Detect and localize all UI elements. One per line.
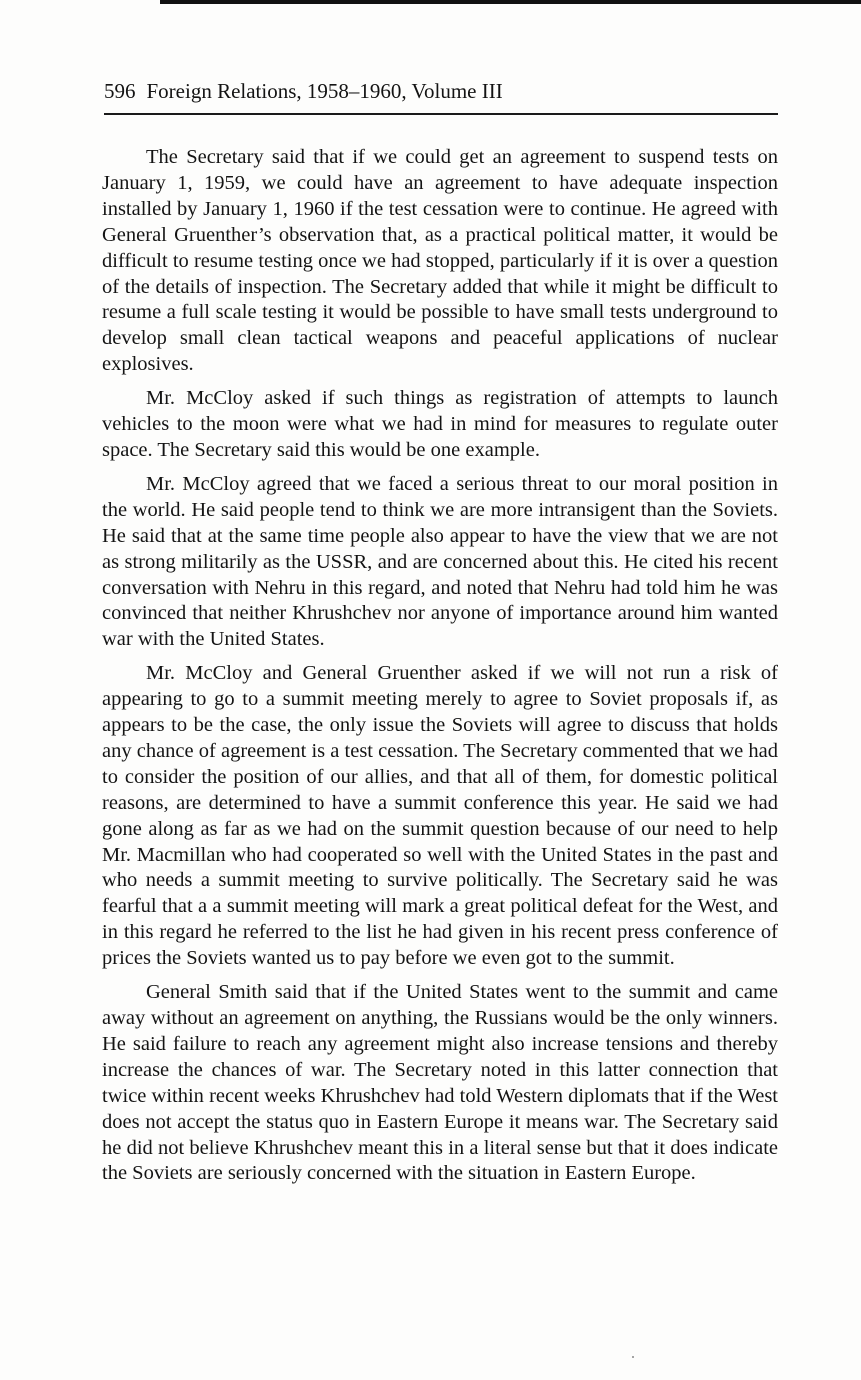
- page-top-edge: [160, 0, 861, 4]
- document-body: [102, 145, 778, 1195]
- paragraph-test-suspension: The Secretary said that if we could get an agreement to suspend tests on January 1, 1959, we could have an agreement to have adequate inspection installed by January 1, 1960 if the test cessation were to continue. He agreed with General Gruenther’s observation that, as a practical political matter, it would be difficult to resume testing once we had stopped, particularly if it is over a question of the details of inspection. The Secretary added that while it might be difficult to resume a full scale testing it would be possible to have small tests underground to develop small clean tactical weapons and peaceful applications of nuclear explosives.: [102, 146, 778, 376]
- running-title: Foreign Relations, 1958–1960, Volume III: [146, 79, 503, 103]
- paragraph-general-smith: General Smith said that if the United States went to the summit and came away without an agreement on anything, the Russians would be the only winners. He said failure to reach any agreement might also increase tensions and thereby increase the chances of war. The Secretary noted in this latter connection that twice within recent weeks Khrushchev had told Western diplomats that if the West does not accept the status quo in Eastern Europe it means war. The Secretary said he did not believe Khrushchev meant this in a literal sense but that it does indicate the Soviets are seriously concerned with the situation in Eastern Europe.: [102, 981, 778, 1185]
- paragraph-moral-position: Mr. McCloy agreed that we faced a serious threat to our moral position in the world. He said people tend to think we are more intransigent than the Soviets. He said that at the same time people also appear to have the view that we are not as strong militarily as the USSR, and are concerned about this. He cited his recent conversation with Nehru in this regard, and noted that Nehru had told him he was convinced that neither Khrushchev nor anyone of importance around him wanted war with the United States.: [102, 472, 778, 651]
- paragraph-outer-space: Mr. McCloy asked if such things as registration of attempts to launch vehicles to the moon were what we had in mind for measures to regulate outer space. The Secretary said this would be one example.: [102, 387, 778, 461]
- header-rule: [104, 113, 778, 115]
- paragraph-summit-risk: Mr. McCloy and General Gruenther asked if we will not run a risk of appearing to go to a summit meeting merely to agree to Soviet proposals if, as appears to be the case, the only issue the Soviets will agree to discuss that holds any chance of agreement is a test cessation. The Secretary commented that we had to consider the position of our allies, and that all of them, for domestic political reasons, are determined to have a summit conference this year. He said we had gone along as far as we had on the summit question because of our need to help Mr. Macmillan who had cooperated so well with the United States in the past and who needs a summit meeting to survive politically. The Secretary said he was fearful that a a summit meeting will mark a great political defeat for the West, and in this regard he referred to the list he had given in his recent press conference of prices the Soviets wanted us to pay before we even got to the summit.: [102, 662, 778, 970]
- page-number: 596: [104, 79, 136, 103]
- paper-speck: [632, 1356, 634, 1358]
- running-header: [104, 78, 778, 104]
